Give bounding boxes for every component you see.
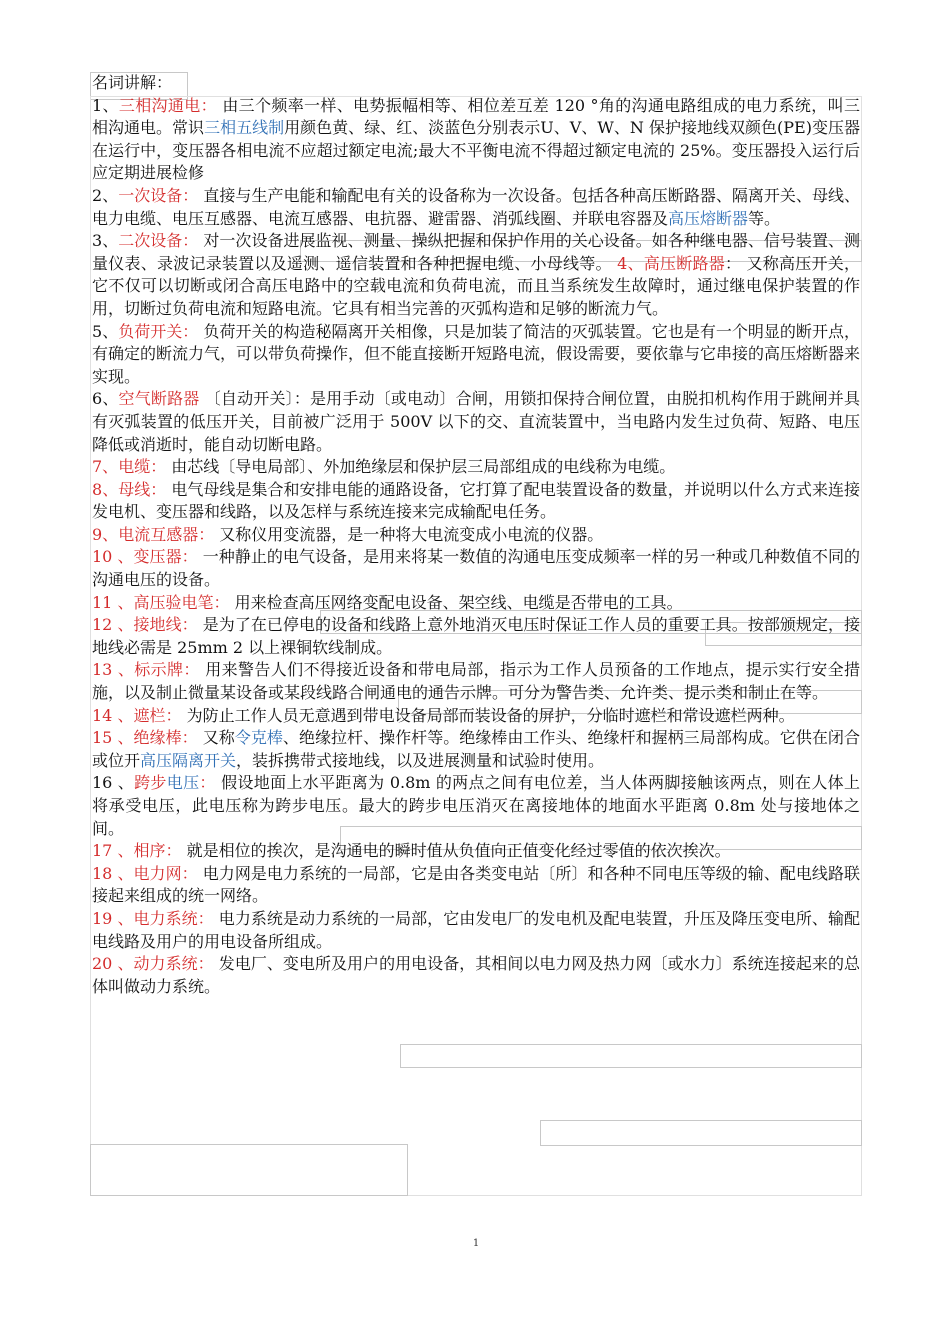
entry-colon: ： — [182, 231, 199, 251]
entry-number: 19 、 — [92, 908, 134, 928]
entry-text: 为防止工作人员无意遇到带电设备局部而装设备的屏护，分临时遮栏和常设遮栏两种。 — [181, 705, 795, 725]
entry-number: 12 、 — [92, 615, 134, 635]
entry-link: 三相五线制 — [204, 118, 285, 138]
glossary-entry — [92, 388, 860, 456]
glossary-entry — [92, 95, 860, 185]
entry-number: 18 、 — [92, 863, 134, 883]
entry-text: 用颜色黄、绿、红、淡蓝色分别表示U、V、W、N 保护接地线双颜色(PE)变压器在运行中，变压器各相电流不应超过额定电流;最大不平衡电流不得超过额定电流的 25%。变压器投入运行后应定期进展检修 — [92, 118, 860, 183]
entry-number: 9、 — [92, 524, 119, 544]
entry-number: 15 、 — [92, 728, 134, 748]
entry-text: 假设地面上水平距离为 0.8m 的两点之间有电位差，当人体两脚接触该两点，则在人体上将承受电压，此电压称为跨步电压。最大的跨步电压消灭在离接地体的地面水平距离 0.8m 处与接地体之间。 — [92, 773, 860, 838]
entry-colon: ： — [165, 705, 182, 725]
entry-colon: ： — [181, 728, 198, 748]
frame-box — [90, 1144, 408, 1196]
entry-text: 直接与生产电能和输配电有关的设备称为一次设备。包括各种高压断路器、隔离开关、母线、电力电缆、电压互感器、电流互感器、电抗器、避雷器、消弧线圈、并联电容器及 — [92, 185, 860, 228]
entry-text: 又称仪用变流器，是一种将大电流变成小电流的仪器。 — [214, 524, 604, 544]
glossary-entry — [92, 546, 860, 591]
entry-colon: ： — [213, 592, 230, 612]
entry-number: 8、 — [92, 479, 119, 499]
glossary-entry — [92, 524, 860, 547]
entry-text: ： 又称高压开关，它不仅可以切断或闭合高压电路中的空载电流和负荷电流，而且当系统发生故障时，通过继电保护装置的作用，切断过负荷电流和短路电流。它具有相当完善的灭弧构造和足够的断流力气。 — [92, 253, 860, 318]
entry-text: 〔自动开关〕：是用手动〔或电动〕合闸，用锁扣保持合闸位置，由脱扣机构作用于跳闸并具有灭弧装置的低压开关，目前被广泛用于 500V 以下的交、直流装置中，当电路内发生过负荷、短路、电压降低或消逝时，能自动切断电路。 — [92, 389, 860, 454]
entry-number: 6、 — [92, 389, 119, 409]
entry-term: 遮栏 — [133, 705, 166, 725]
entry-number: 2、 — [92, 185, 119, 205]
entry-term: 三相沟通电 — [118, 95, 201, 115]
entry-text: 对一次设备进展监视、测量、操纵把握和保护作用的关心设备。如各种继电器、信号装置、测量仪表、录波记录装置以及遥测、遥信装置和各种把握电缆、小母线等。 — [92, 231, 860, 273]
entry-colon: ： — [150, 457, 167, 477]
entry-colon: ： — [198, 524, 215, 544]
glossary-entry — [92, 614, 860, 659]
entry-text: 用来警告人们不得接近设备和带电局部，指示为工作人员预备的工作地点，提示实行安全措施，以及制止微量某设备或某段线路合闸通电的通告示牌。可分为警告类、允许类、提示类和制止在等。 — [92, 660, 860, 703]
entry-number: 13 、 — [92, 660, 135, 680]
glossary-entry — [92, 705, 860, 728]
entry-colon: ： — [150, 479, 167, 499]
entry-term: 一次设备 — [118, 185, 183, 205]
entry-term: 绝缘棒 — [133, 728, 182, 748]
frame-box — [540, 1120, 862, 1146]
entry-colon: ： — [182, 321, 199, 341]
entry-term: 相序 — [133, 841, 166, 861]
entry-text: 电力系统是动力系统的一局部，它由发电厂的发电机及配电装置，升压及降压变电所、输配电线路及用户的用电设备所组成。 — [92, 908, 860, 951]
entry-text: 又称 — [197, 728, 235, 748]
glossary-entry — [92, 321, 860, 389]
entry-text: 由芯线〔导电局部〕、外加绝缘层和保护层三局部组成的电线称为电缆。 — [166, 457, 676, 477]
entry-term: 跨步 — [134, 773, 167, 793]
entry-colon: ： — [181, 615, 198, 635]
glossary-entry — [92, 185, 860, 230]
entry-number: 7、 — [92, 457, 119, 477]
entry-colon: ： — [181, 547, 198, 567]
entry-text: 负荷开关的构造秘隔离开关相像，只是加装了简洁的灭弧装置。它也是有一个明显的断开点，有确定的断流力气，可以带负荷操作，但不能直接断开短路电流，假设需要，要依靠与它串接的高压熔断器来实现。 — [92, 321, 861, 386]
glossary-list — [92, 95, 860, 999]
entry-term: 母线 — [118, 479, 151, 499]
entry-text: 电力网是电力系统的一局部，它是由各类变电站〔所〕和各种不同电压等级的输、配电线路联接起来组成的统一网络。 — [92, 863, 860, 906]
entry-term: 电力系统 — [133, 908, 198, 928]
entry-text: 一种静止的电气设备，是用来将某一数值的沟通电压变成频率一样的另一种或几种数值不同的沟通电压的设备。 — [92, 547, 860, 590]
entry-link: 高压熔断器 — [668, 208, 749, 228]
glossary-entry — [92, 592, 860, 615]
entry-term: 变压器 — [133, 547, 182, 567]
entry-term: 接地线 — [133, 615, 182, 635]
entry-colon: ： — [165, 841, 182, 861]
entry-colon: ： — [197, 954, 214, 974]
entry-colon: ： — [200, 95, 217, 115]
entry-term: 负荷开关 — [118, 321, 183, 341]
entry-text: 是为了在已停电的设备和线路上意外地消灭电压时保证工作人员的重要工具。按部颁规定，接地线必需是 25mm 2 以上裸铜软线制成。 — [92, 615, 860, 657]
entry-link: 电压 — [166, 773, 200, 793]
entry-text: 、绝缘拉杆、操作杆等。绝缘棒由工作头、绝缘杆和握柄三局部构成。它供在闭合或位开 — [92, 728, 860, 770]
entry-term: 电流互感器 — [118, 524, 199, 544]
entry-number: 20 、 — [92, 954, 134, 974]
entry-text: 用来检查高压网络变配电设备、架空线、电缆是否带电的工具。 — [229, 592, 683, 612]
entry-number: 5、 — [92, 321, 119, 341]
entry-number: 10 、 — [92, 547, 134, 567]
entry-term: 动力系统 — [133, 954, 198, 974]
glossary-entry — [92, 456, 860, 479]
entry-colon: ： — [182, 185, 199, 205]
entry-link: 高压隔离开关 — [140, 750, 237, 770]
entry-text: 电气母线是集合和安排电能的通路设备，它打算了配电装置设备的数量，并说明以什么方式来连接发电机、变压器和线路，以及怎样与系统连接来完成输配电任务。 — [92, 479, 860, 522]
entry-colon: ： — [199, 773, 216, 793]
entry-text: 发电厂、变电所及用户的用电设备，其相间以电力网及热力网〔或水力〕系统连接起来的总体叫做动力系统。 — [92, 954, 860, 996]
glossary-entry — [92, 908, 860, 953]
entry-term: 标示牌 — [134, 660, 184, 680]
entry-number: 16 、 — [92, 773, 135, 793]
frame-box — [400, 1044, 862, 1068]
entry-inline-term: 4、高压断路器 — [611, 253, 725, 273]
entry-number: 11 、 — [92, 592, 134, 612]
entry-number: 17 、 — [92, 841, 134, 861]
glossary-entry — [92, 479, 860, 524]
entry-colon: ： — [181, 863, 198, 883]
entry-link: 令克棒 — [234, 728, 283, 748]
glossary-entry — [92, 953, 860, 998]
entry-term: 空气断路器 — [118, 389, 200, 409]
section-heading: 名词讲解： — [92, 73, 173, 92]
glossary-entry — [92, 230, 860, 320]
entry-text: 由三个频率一样、电势振幅相等、相位差互差 120 °角的沟通电路组成的电力系统，叫三相沟通电。常识 — [92, 95, 860, 138]
entry-term: 电缆 — [118, 457, 151, 477]
glossary-entry — [92, 727, 860, 772]
glossary-entry — [92, 863, 860, 908]
entry-number: 14 、 — [92, 705, 134, 725]
entry-term: 电力网 — [133, 863, 182, 883]
page-number: 1 — [472, 1238, 480, 1249]
entry-text: ，装拆携带式接地线，以及进展测量和试验时使用。 — [236, 750, 605, 770]
entry-number: 3、 — [92, 231, 119, 251]
entry-term: 高压验电笔 — [133, 592, 214, 612]
entry-text: 就是相位的挨次，是沟通电的瞬时值从负值向正值变化经过零值的依次挨次。 — [181, 841, 731, 861]
glossary-entry — [92, 772, 860, 840]
entry-colon: ： — [183, 660, 200, 680]
glossary-entry — [92, 659, 860, 704]
entry-text: 等。 — [748, 208, 781, 228]
entry-term: 二次设备 — [118, 231, 183, 251]
entry-number: 1、 — [92, 95, 119, 115]
document-body — [92, 72, 860, 998]
entry-colon: ： — [197, 908, 214, 928]
glossary-entry — [92, 840, 860, 863]
